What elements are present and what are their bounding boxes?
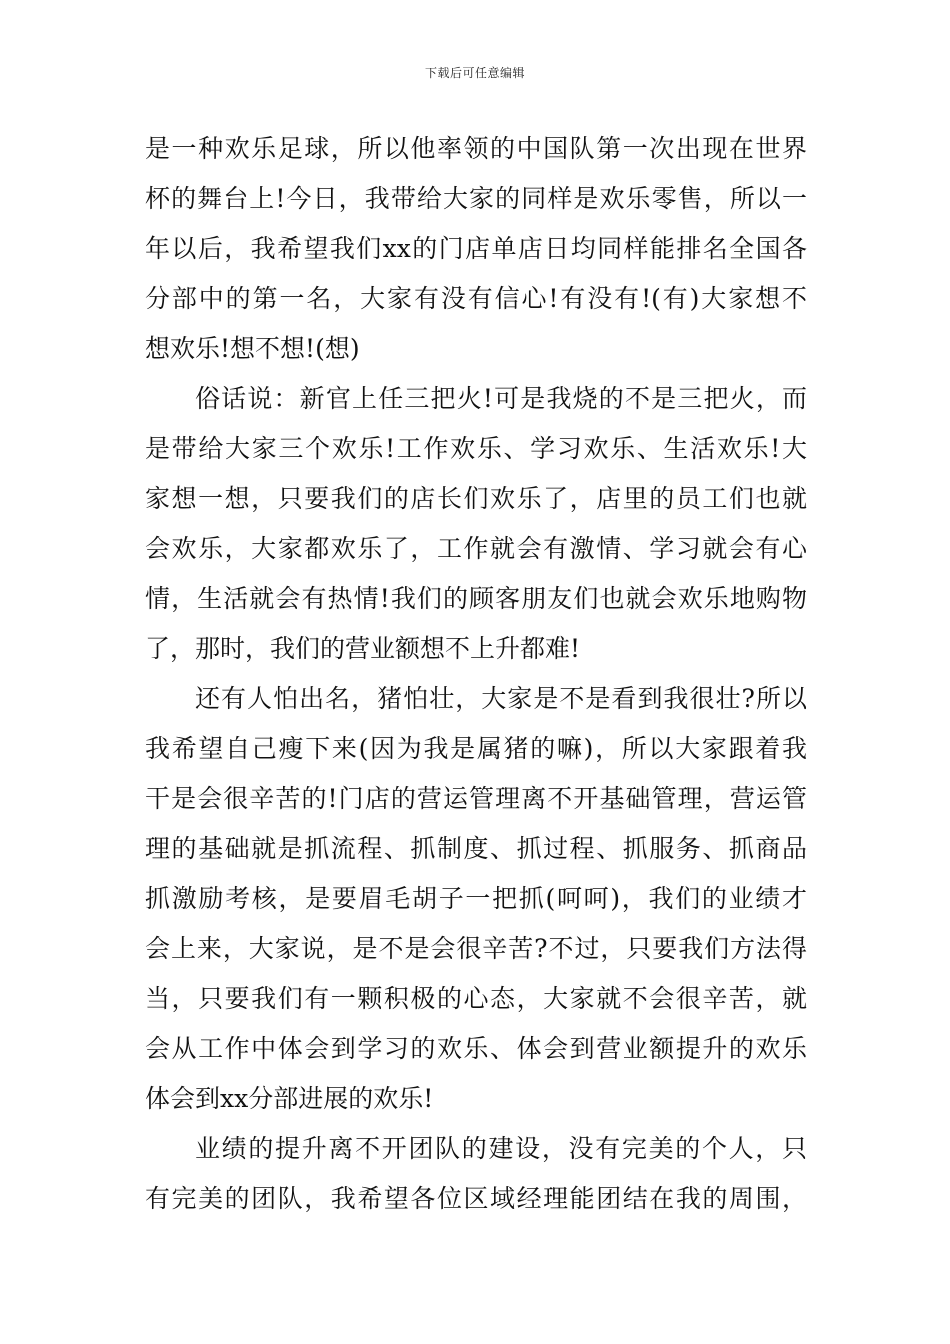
text-line: 家想一想，只要我们的店长们欢乐了，店里的员工们也就: [145, 484, 807, 513]
text-line: 当，只要我们有一颗积极的心态，大家就不会很辛苦，就: [145, 984, 807, 1013]
text-line: 我希望自己瘦下来(因为我是属猪的嘛)，所以大家跟着我: [145, 734, 807, 763]
paragraph-4: [145, 1124, 807, 1224]
text-line: 情，生活就会有热情!我们的顾客朋友们也就会欢乐地购物: [145, 584, 807, 613]
text-line: 抓激励考核，是要眉毛胡子一把抓(呵呵)，我们的业绩才: [145, 884, 807, 913]
text-line: 杯的舞台上!今日，我带给大家的同样是欢乐零售，所以一: [145, 184, 807, 213]
text-line: 有完美的团队，我希望各位区域经理能团结在我的周围，: [145, 1184, 807, 1213]
text-line: 会欢乐，大家都欢乐了，工作就会有激情、学习就会有心: [145, 534, 807, 563]
page-header: 下载后可任意编辑: [424, 66, 525, 80]
text-line: 是一种欢乐足球，所以他率领的中国队第一次出现在世界: [145, 134, 807, 163]
document-body: [145, 124, 807, 1224]
paragraph-3: [145, 674, 807, 1124]
paragraph-1: [145, 124, 807, 374]
text-line: 了，那时，我们的营业额想不上升都难!: [145, 634, 581, 663]
text-line: 体会到xx分部进展的欢乐!: [145, 1084, 434, 1113]
text-line: 理的基础就是抓流程、抓制度、抓过程、抓服务、抓商品: [145, 834, 807, 863]
text-line: 分部中的第一名，大家有没有信心!有没有!(有)大家想不: [145, 284, 807, 313]
text-line: 还有人怕出名，猪怕壮，大家是不是看到我很壮?所以: [195, 684, 807, 713]
text-line: 是带给大家三个欢乐!工作欢乐、学习欢乐、生活欢乐!大: [145, 434, 807, 463]
text-line: 会上来，大家说，是不是会很辛苦?不过，只要我们方法得: [145, 934, 807, 963]
text-line: 年以后，我希望我们xx的门店单店日均同样能排名全国各: [145, 234, 807, 263]
paragraph-2: [145, 374, 807, 674]
text-line: 想欢乐!想不想!(想): [145, 334, 360, 363]
text-line: 业绩的提升离不开团队的建设，没有完美的个人，只: [195, 1134, 807, 1163]
text-line: 干是会很辛苦的!门店的营运管理离不开基础管理，营运管: [145, 784, 807, 813]
text-line: 俗话说：新官上任三把火!可是我烧的不是三把火，而: [195, 384, 807, 413]
text-line: 会从工作中体会到学习的欢乐、体会到营业额提升的欢乐: [145, 1034, 807, 1063]
